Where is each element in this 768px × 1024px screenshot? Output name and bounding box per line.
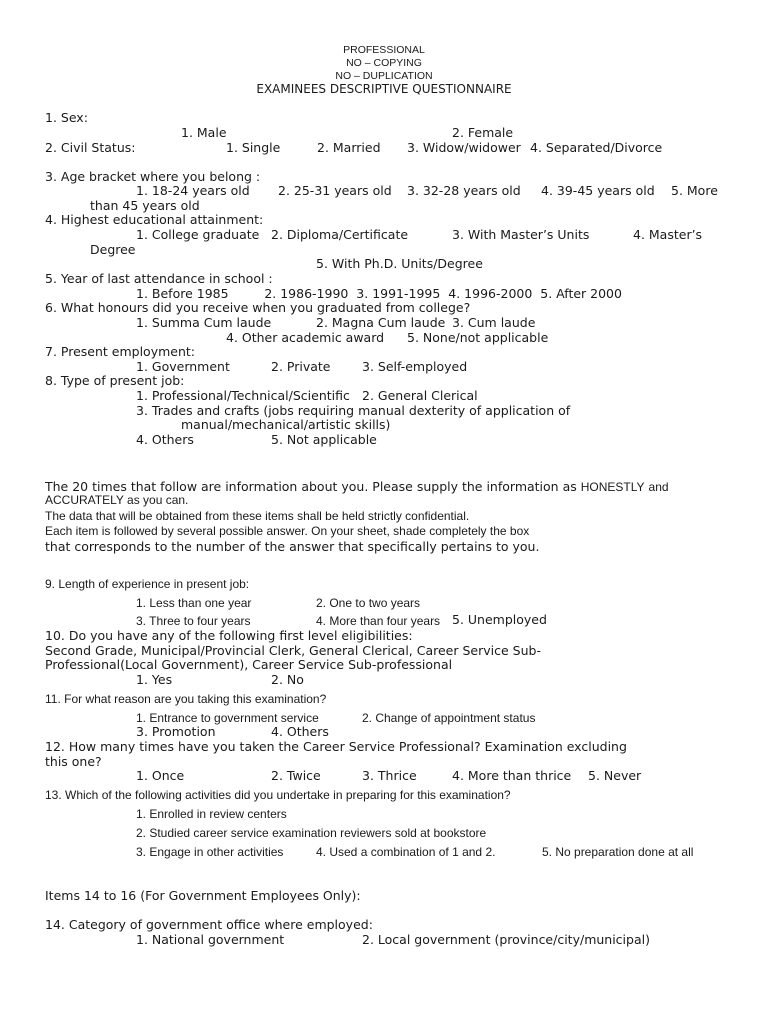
header-no-copying: NO – COPYING <box>346 57 422 69</box>
q8-option-1: 1. Professional/Technical/Scientific <box>136 388 350 403</box>
q7-option-2: 2. Private <box>271 359 331 374</box>
header-professional: PROFESSIONAL <box>343 44 425 56</box>
q8-option-3-cont: manual/mechanical/artistic skills) <box>181 417 391 432</box>
q13-option-3: 3. Engage in other activities <box>136 845 284 859</box>
q12-option-4: 4. More than thrice <box>452 768 572 783</box>
intro-line-5: that corresponds to the number of the answer that specifically pertains to you. <box>45 539 540 554</box>
q4-option-4: 4. Master’s <box>633 227 703 242</box>
q3-option-3: 3. 32-28 years old <box>407 183 521 198</box>
q10-option-2: 2. No <box>271 672 304 687</box>
q6-label: 6. What honours did you receive when you graduated from college? <box>45 300 471 315</box>
q10-option-1: 1. Yes <box>136 672 173 687</box>
intro-honestly: HONESTLY <box>580 480 645 494</box>
intro-line-2: ACCURATELY as you can. <box>45 493 189 507</box>
intro-and: and <box>648 480 669 494</box>
q8-option-3: 3. Trades and crafts (jobs requiring manual dexterity of application of <box>136 403 571 418</box>
q12-label-cont: this one? <box>45 754 102 769</box>
q6-option-2: 2. Magna Cum laude <box>316 315 446 330</box>
q9-option-1: 1. Less than one year <box>136 596 252 610</box>
q13-option-1: 1. Enrolled in review centers <box>136 807 287 821</box>
q2-label: 2. Civil Status: <box>45 140 136 155</box>
q5-label: 5. Year of last attendance in school : <box>45 271 273 286</box>
q9-option-5: 5. Unemployed <box>452 612 547 627</box>
q10-line-2: Second Grade, Municipal/Provincial Clerk, General Clerical, Career Service Sub- <box>45 643 541 658</box>
q1-label: 1. Sex: <box>45 110 88 125</box>
q3-option-5: 5. More <box>671 183 718 198</box>
q3-option-4: 4. 39-45 years old <box>541 183 655 198</box>
q11-option-1: 1. Entrance to government service <box>136 711 319 725</box>
q4-option-5: 5. With Ph.D. Units/Degree <box>316 256 483 271</box>
q1-option-1: 1. Male <box>181 125 227 140</box>
q13-label: 13. Which of the following activities did you undertake in preparing for this examination? <box>45 788 511 802</box>
q8-option-5: 5. Not applicable <box>271 432 377 447</box>
q4-option-4-cont: Degree <box>90 242 136 257</box>
q14-label: 14. Category of government office where employed: <box>45 917 373 932</box>
q8-label: 8. Type of present job: <box>45 373 185 388</box>
q8-option-4: 4. Others <box>136 432 194 447</box>
q2-option-1: 1. Single <box>226 140 281 155</box>
q14-option-2: 2. Local government (province/city/municipal) <box>362 932 650 947</box>
q11-label: 11. For what reason are you taking this examination? <box>45 692 327 706</box>
q2-option-4: 4. Separated/Divorce <box>530 140 663 155</box>
header-no-duplication: NO – DUPLICATION <box>335 70 433 82</box>
q11-option-2: 2. Change of appointment status <box>362 711 536 725</box>
q12-option-5: 5. Never <box>588 768 642 783</box>
q9-label: 9. Length of experience in present job: <box>45 577 250 591</box>
q3-option-5-cont: than 45 years old <box>90 198 200 213</box>
q3-option-1: 1. 18-24 years old <box>136 183 250 198</box>
q6-option-4: 4. Other academic award <box>226 330 385 345</box>
q13-option-5: 5. No preparation done at all <box>542 845 694 859</box>
q2-option-2: 2. Married <box>317 140 381 155</box>
q7-option-3: 3. Self-employed <box>362 359 468 374</box>
q7-label: 7. Present employment: <box>45 344 195 359</box>
page-title: EXAMINEES DESCRIPTIVE QUESTIONNAIRE <box>256 82 512 96</box>
q6-option-3: 3. Cum laude <box>452 315 536 330</box>
q12-label: 12. How many times have you taken the Career Service Professional? Examination excluding <box>45 739 627 754</box>
q4-option-1: 1. College graduate <box>136 227 260 242</box>
q5-options: 1. Before 1985 2. 1986-1990 3. 1991-1995 4. 1996-2000 5. After 2000 <box>136 286 622 301</box>
q11-option-4: 4. Others <box>271 724 329 739</box>
q12-option-3: 3. Thrice <box>362 768 417 783</box>
q3-label: 3. Age bracket where you belong : <box>45 169 261 184</box>
q9-option-2: 2. One to two years <box>316 596 421 610</box>
q2-option-3: 3. Widow/widower <box>407 140 521 155</box>
q6-option-1: 1. Summa Cum laude <box>136 315 272 330</box>
intro-line-3: The data that will be obtained from these items shall be held strictly confidential. <box>45 509 470 523</box>
q9-option-3: 3. Three to four years <box>136 614 251 628</box>
q4-option-3: 3. With Master’s Units <box>452 227 590 242</box>
q11-option-3: 3. Promotion <box>136 724 216 739</box>
q1-option-2: 2. Female <box>452 125 514 140</box>
q13-option-4: 4. Used a combination of 1 and 2. <box>316 845 496 859</box>
q9-option-4: 4. More than four years <box>316 614 441 628</box>
q13-option-2: 2. Studied career service examination reviewers sold at bookstore <box>136 826 487 840</box>
intro-line-1-text: The 20 times that follow are information about you. Please supply the information as <box>45 479 577 494</box>
q7-option-1: 1. Government <box>136 359 230 374</box>
q4-label: 4. Highest educational attainment: <box>45 212 264 227</box>
q10-label: 10. Do you have any of the following first level eligibilities: <box>45 628 413 643</box>
q8-option-2: 2. General Clerical <box>362 388 478 403</box>
q4-option-2: 2. Diploma/Certificate <box>271 227 409 242</box>
q12-option-2: 2. Twice <box>271 768 321 783</box>
q12-option-1: 1. Once <box>136 768 185 783</box>
q10-line-3: Professional(Local Government), Career Service Sub-professional <box>45 657 453 672</box>
q3-option-2: 2. 25-31 years old <box>278 183 392 198</box>
q14-option-1: 1. National government <box>136 932 285 947</box>
intro-line-4: Each item is followed by several possible answer. On your sheet, shade completely the box <box>45 524 530 538</box>
q6-option-5: 5. None/not applicable <box>407 330 549 345</box>
items-14-16-heading: Items 14 to 16 (For Government Employees Only): <box>45 888 361 903</box>
